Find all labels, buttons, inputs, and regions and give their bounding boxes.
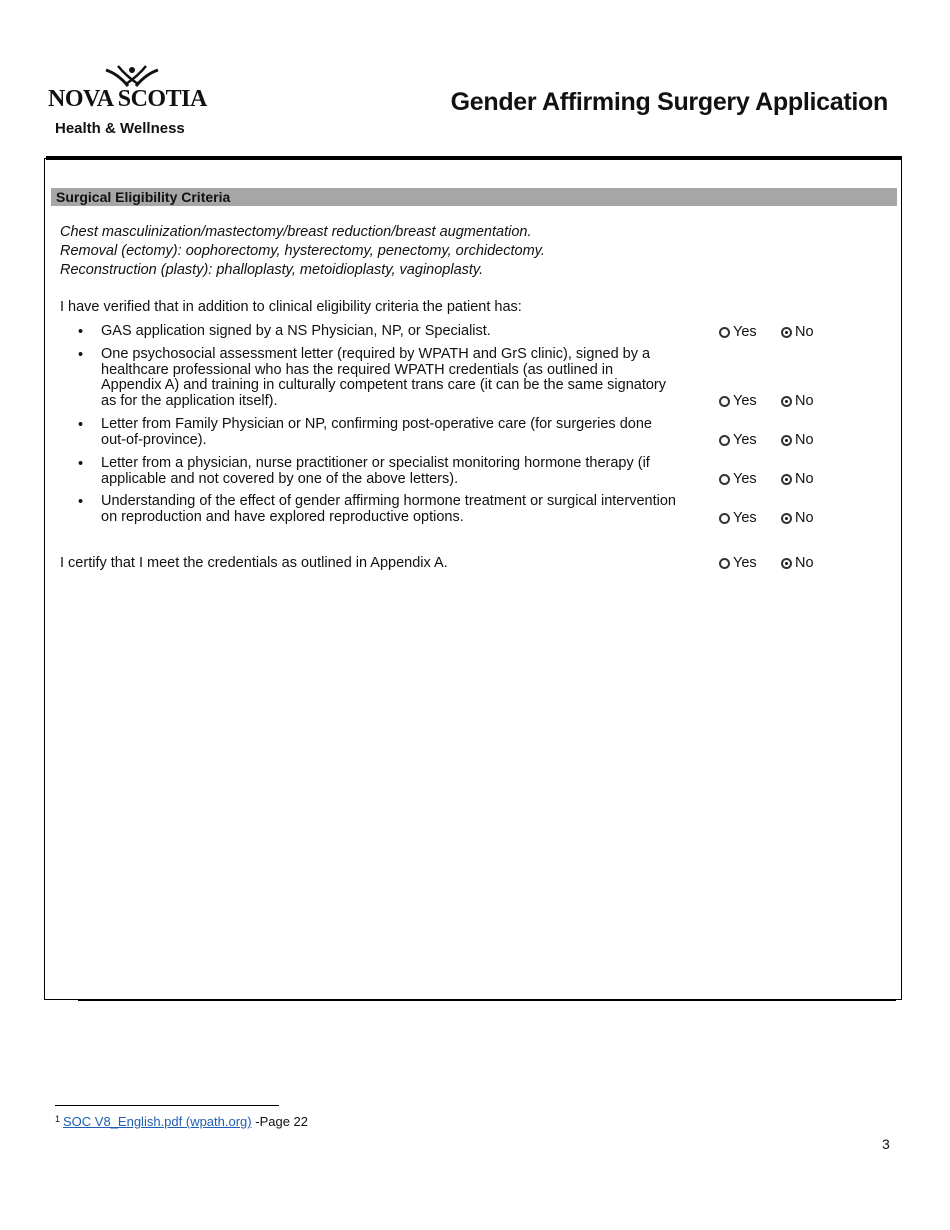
- bullet-marker: •: [78, 324, 84, 340]
- footnote-marker: 1: [55, 1114, 61, 1124]
- certify-yes-radio[interactable]: [719, 555, 757, 571]
- yes-label: Yes: [733, 432, 757, 448]
- radio-selected-icon: [781, 396, 792, 407]
- no-label: No: [795, 324, 814, 340]
- yes-label: Yes: [733, 555, 757, 571]
- radio-circle-icon: [719, 396, 730, 407]
- criterion-2-no-radio[interactable]: [781, 393, 814, 409]
- radio-selected-icon: [781, 474, 792, 485]
- yes-label: Yes: [733, 471, 757, 487]
- top-rule: [46, 156, 902, 160]
- criterion-4-no-radio[interactable]: [781, 471, 814, 487]
- no-label: No: [795, 393, 814, 409]
- criterion-3-no-radio[interactable]: [781, 432, 814, 448]
- criterion-2-yes-radio[interactable]: [719, 393, 757, 409]
- radio-circle-icon: [719, 558, 730, 569]
- criterion-4-yes-radio[interactable]: [719, 471, 757, 487]
- document-title: Gender Affirming Surgery Application: [450, 88, 888, 116]
- section-header: [51, 188, 897, 206]
- bullet-marker: •: [78, 494, 84, 510]
- no-label: No: [795, 471, 814, 487]
- page-number: 3: [882, 1136, 890, 1152]
- procedure-line: Chest masculinization/mastectomy/breast reduction/breast augmentation.: [60, 224, 532, 240]
- criterion-5-no-radio[interactable]: [781, 510, 814, 526]
- yes-label: Yes: [733, 324, 757, 340]
- footnote-rule: [55, 1105, 279, 1106]
- criterion-text: One psychosocial assessment letter (required by WPATH and GrS clinic), signed by a healthcare professional who has the required WPATH credentials (as outlined in Appendix A) and training in culturally competent trans care (it can be the same signatory as for the application itself).: [101, 346, 666, 409]
- criteria-intro: I have verified that in addition to clinical eligibility criteria the patient has:: [60, 299, 522, 315]
- criterion-text: Understanding of the effect of gender affirming hormone treatment or surgical intervention on reproduction and have explored reproductive options.: [101, 493, 676, 525]
- criterion-5-yes-radio[interactable]: [719, 510, 757, 526]
- radio-selected-icon: [781, 558, 792, 569]
- radio-circle-icon: [719, 474, 730, 485]
- logo-text: NOVA SCOTIA: [48, 86, 207, 112]
- radio-circle-icon: [719, 435, 730, 446]
- footnote: [55, 1114, 308, 1129]
- certify-statement: I certify that I meet the credentials as outlined in Appendix A.: [60, 555, 448, 571]
- nova-scotia-logo: [48, 64, 223, 144]
- procedure-line: Reconstruction (plasty): phalloplasty, metoidioplasty, vaginoplasty.: [60, 262, 484, 278]
- no-label: No: [795, 432, 814, 448]
- criterion-text: GAS application signed by a NS Physician, NP, or Specialist.: [101, 323, 491, 339]
- criterion-text: Letter from Family Physician or NP, confirming post-operative care (for surgeries done out-of-province).: [101, 416, 652, 448]
- bullet-marker: •: [78, 347, 84, 363]
- no-label: No: [795, 510, 814, 526]
- radio-selected-icon: [781, 327, 792, 338]
- criterion-3-yes-radio[interactable]: [719, 432, 757, 448]
- footnote-suffix: -Page 22: [251, 1114, 308, 1129]
- criterion-1-yes-radio[interactable]: [719, 324, 757, 340]
- yes-label: Yes: [733, 510, 757, 526]
- radio-circle-icon: [719, 327, 730, 338]
- section-title: Surgical Eligibility Criteria: [56, 189, 231, 205]
- criterion-1-no-radio[interactable]: [781, 324, 814, 340]
- yes-label: Yes: [733, 393, 757, 409]
- criterion-text: Letter from a physician, nurse practitioner or specialist monitoring hormone therapy (if applicable and not covered by one of the above letters).: [101, 455, 650, 487]
- radio-circle-icon: [719, 513, 730, 524]
- radio-selected-icon: [781, 435, 792, 446]
- footnote-link[interactable]: SOC V8_English.pdf (wpath.org): [63, 1114, 252, 1129]
- form-box: [44, 158, 902, 1000]
- bullet-marker: •: [78, 417, 84, 433]
- certify-no-radio[interactable]: [781, 555, 814, 571]
- bullet-marker: •: [78, 456, 84, 472]
- radio-selected-icon: [781, 513, 792, 524]
- bottom-rule: [78, 999, 896, 1001]
- logo-subtitle: Health & Wellness: [55, 120, 185, 137]
- procedure-line: Removal (ectomy): oophorectomy, hysterectomy, penectomy, orchidectomy.: [60, 243, 545, 259]
- no-label: No: [795, 555, 814, 571]
